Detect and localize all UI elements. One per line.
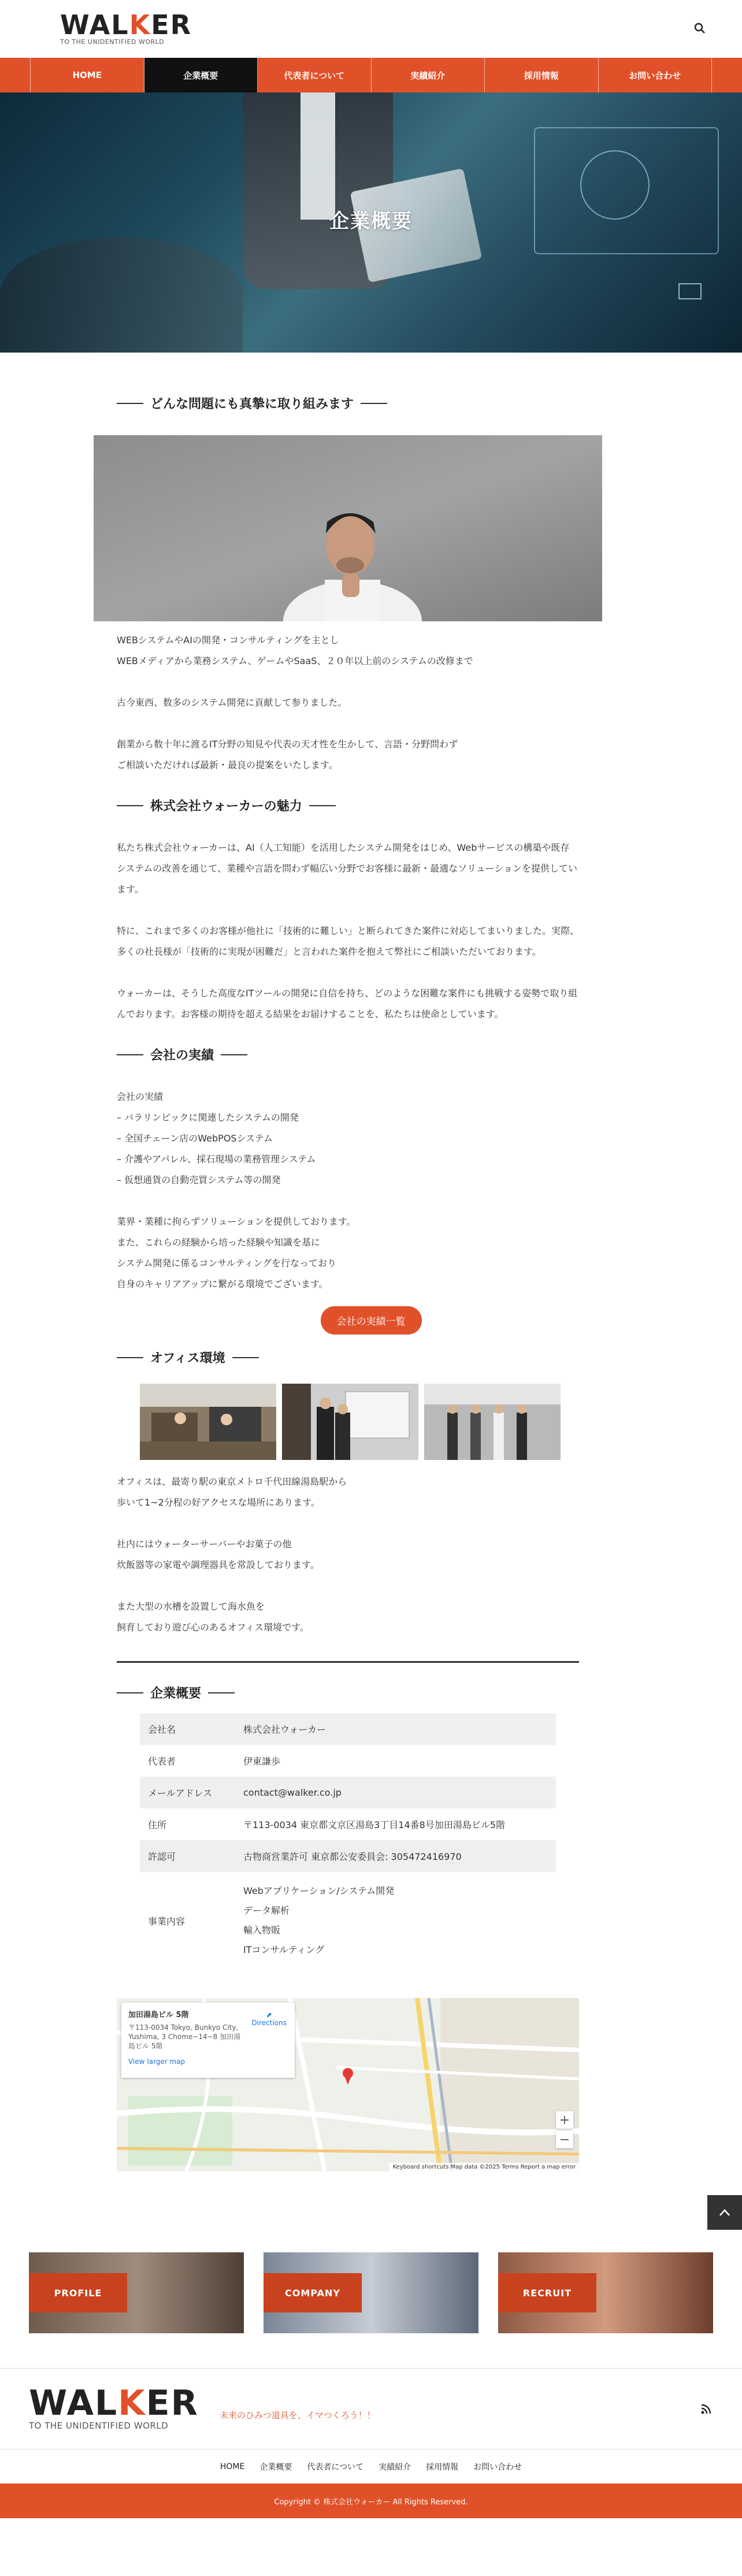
section-title-office: オフィス環境	[117, 1348, 625, 1366]
achievements-text: 会社の実績 – パラリンピックに関連したシステムの開発 – 全国チェーン店のWebPOSシステム – 介護やアパレル、採石現場の業務管理システム – 仮想通貨の自動売買システム等の開発 業界・業種に拘らずソリューションを提供しております。 また、これらの経験から培った経験や知識を基に システム開発に係るコンサルティングを行なっており 自身のキャリアアップに繋がる環境でございます。	[117, 1091, 356, 1289]
section-title-commitment: どんな問題にも真摯に取り組みます	[117, 394, 625, 412]
card-company-label: COMPANY	[264, 2273, 362, 2312]
table-row: 許認可 古物商営業許可 東京都公安委員会: 305472416970	[140, 1840, 556, 1872]
mail-icon	[678, 283, 702, 299]
appeal-text: 私たち株式会社ウォーカーは、AI（人工知能）を活用したシステム開発をはじめ、Webサービスの構築や既存 システムの改善を通じて、業種や言語を問わず幅広い分野でお客様に最新・最適なソリューションを提供してい ます。 特に、これまで多くのお客様が他社に「技術的に難しい」と断られてきた案件に対応してまいりました。実際、 多くの社長様が「技術的に実現が困難だ」と言われた案件を抱えて弊社にご相談いただいております。 ウォーカーは、そうした高度なITツールの開発に自信を持ち、どのような困難な案件にも挑戦する姿勢で取り組 んでおります。お客様の期待を超える結果をお届けすることを、私たちは使命としています。	[117, 842, 580, 1020]
zoom-in-button[interactable]: +	[556, 2111, 573, 2129]
copyright: Copyright © 株式会社ウォーカー All Rights Reserved.	[0, 2484, 742, 2518]
main-content	[117, 394, 625, 2171]
office-photo-1	[140, 1384, 276, 1460]
scroll-to-top-button[interactable]	[707, 2195, 742, 2230]
card-recruit[interactable]	[498, 2252, 713, 2333]
zoom-out-button[interactable]: −	[556, 2131, 573, 2148]
nav-works[interactable]: 実績紹介	[372, 58, 485, 92]
directions-icon: ⬈	[266, 2011, 272, 2019]
table-row: 会社名 株式会社ウォーカー	[140, 1713, 556, 1745]
logo-tagline: TO THE UNIDENTIFIED WORLD	[60, 38, 165, 46]
footer-nav-company[interactable]: 企業概要	[259, 2462, 292, 2472]
site-header	[0, 0, 742, 92]
ceo-portrait-image	[94, 435, 602, 621]
directions-link[interactable]: ⬈ Directions	[251, 2011, 287, 2027]
map-info-card	[121, 2003, 295, 2078]
footer-tagline: 未来のひみつ道具を、イマつくろう！！	[220, 2410, 376, 2421]
link-cards	[0, 2252, 742, 2333]
office-photo-3	[424, 1384, 561, 1460]
nav-representative[interactable]: 代表者について	[258, 58, 372, 92]
footer-nav-recruit[interactable]: 採用情報	[426, 2462, 459, 2472]
table-row: 住所 〒113-0034 東京都文京区湯島3丁目14番8号加田湯島ビル5階	[148, 1819, 506, 1830]
company-info-table	[140, 1713, 556, 1969]
footer-nav	[0, 2449, 742, 2484]
topbar	[0, 0, 742, 58]
card-company[interactable]	[264, 2252, 478, 2333]
map-place-name: 加田湯島ビル 5階	[128, 2011, 189, 2019]
achievements-list-button[interactable]: 会社の実績一覧	[321, 1306, 422, 1335]
section-title-overview: 企業概要	[117, 1684, 625, 1702]
map-attribution: Keyboard shortcuts Map data ©2025 Terms Report a map error	[389, 2163, 579, 2171]
footer-nav-home[interactable]: HOME	[220, 2462, 245, 2471]
nav-company[interactable]: 企業概要	[144, 58, 258, 92]
footer-logo[interactable]: WALKER TO THE UNIDENTIFIED WORLD	[29, 2383, 199, 2431]
office-photos	[140, 1384, 625, 1460]
nav-home[interactable]: HOME	[31, 58, 144, 92]
footer-nav-contact[interactable]: お問い合わせ	[473, 2462, 522, 2472]
main-nav	[0, 58, 742, 92]
section-title-appeal: 株式会社ウォーカーの魅力	[117, 796, 625, 814]
footer-nav-works[interactable]: 実績紹介	[379, 2462, 411, 2472]
section-title-achievements: 会社の実績	[117, 1046, 625, 1063]
view-larger-map-link[interactable]: View larger map	[128, 2058, 186, 2066]
table-row: 代表者 伊東謙歩	[148, 1756, 281, 1767]
intro-text: WEBシステムやAIの開発・コンサルティングを主とし WEBメディアから業務システム、ゲームやSaaS、２０年以上前のシステムの改修まで 古今東西、数多のシステム開発に貢献して参りました。 創業から数十年に渡るIT分野の知見や代表の天才性を生かして、言語・分野問わず ご相談いただければ最新・最良の提案をいたします。	[117, 635, 473, 770]
logo-word: WALKER	[60, 9, 192, 40]
card-profile[interactable]	[29, 2252, 244, 2333]
table-row: 事業内容 Webアプリケーション/システム開発 データ解析 輸入物販 ITコンサルティング	[148, 1885, 395, 1955]
nav-recruit[interactable]: 採用情報	[485, 58, 599, 92]
chevron-up-icon	[719, 2208, 730, 2217]
footer-nav-representative[interactable]: 代表者について	[307, 2462, 364, 2472]
nav-contact[interactable]: お問い合わせ	[599, 58, 713, 92]
search-icon[interactable]	[693, 22, 706, 35]
office-text: オフィスは、最寄り駅の東京メトロ千代田線湯島駅から 歩いて1~2分程の好アクセスな場所にあります。 社内にはウォーターサーバーやお菓子の他 炊飯器等の家電や調理器具を常設しております。 また大型の水槽を設置して海水魚を 飼育しており遊び心のあるオフィス環境です。	[117, 1476, 347, 1633]
office-photo-2	[282, 1384, 418, 1460]
map-address: 〒113-0034 Tokyo, Bunkyo City, Yushima, 3 Chome−14−8 加田湯島ビル 5階	[128, 2023, 241, 2050]
site-logo[interactable]	[60, 9, 192, 47]
hero-banner	[0, 92, 742, 353]
table-row: メールアドレス contact@walker.co.jp	[140, 1777, 556, 1808]
section-divider	[117, 1661, 579, 1663]
google-map[interactable]	[117, 1998, 579, 2171]
card-profile-label: PROFILE	[29, 2273, 127, 2312]
card-recruit-label: RECRUIT	[498, 2273, 596, 2312]
rss-icon[interactable]	[700, 2403, 712, 2415]
page-title: 企業概要	[329, 210, 413, 233]
site-footer	[0, 2368, 742, 2518]
